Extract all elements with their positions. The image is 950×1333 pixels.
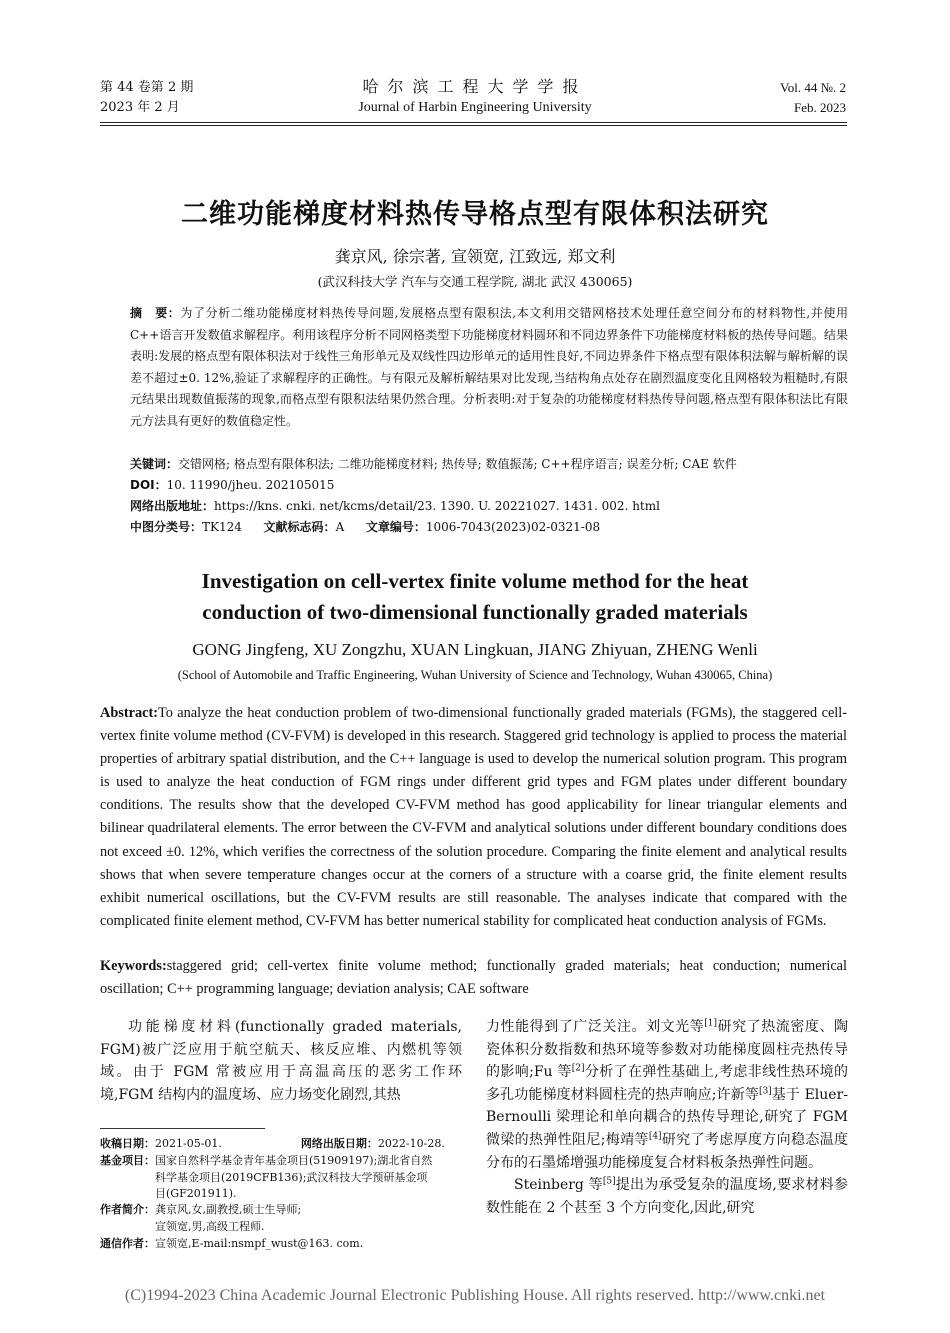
received-date: 2021-05-01.: [155, 1137, 222, 1150]
title-zh: 二维功能梯度材料热传导格点型有限体积法研究: [181, 199, 769, 230]
title-en-line2: conduction of two-dimensional functionally graded materials: [202, 600, 748, 624]
doi-value: 10. 11990/jheu. 202105015: [166, 478, 335, 492]
abstract-zh-text: 为了分析二维功能梯度材料热传导问题,发展格点型有限积法,本文利用交错网格技术处理任意空间分布的材料物性,并使用 C++语言开发数值求解程序。利用该程序分析不同网格类型下功能梯度材料圆环和不同边界条件下功能梯度材料板的热传导问题。结果表明:发展的格点型有限体积法对于线性三角形单元及双线性四边形单元的适用性良好,不同边界条件下格点型有限体积法解与解析解的误差不超过±0. 12%,验证了求解程序的正确性。与有限元及解析解结果对比发现,当结构角点处存在剧烈温度变化且网格较为粗糙时,有限元结果出现数值振荡的现象,而格点型有限积法结果仍然合理。分析表明:对于复杂的功能梯度材料热传导问题,格点型有限体积法比有限元方法具有更好的数值稳定性。: [130, 306, 848, 428]
journal-name-zh: 哈尔滨工程大学学报: [362, 77, 588, 96]
body-paragraph-1-continued: 力性能得到了广泛关注。刘文光等[1]研究了热流密度、陶瓷体积分数指数和热环境等参数对功能梯度圆柱壳热传导的影响;Fu 等[2]分析了在弹性基础上,考虑非线性热环境的多孔功能梯度材料圆柱壳的热声响应;许新等[3]基于 Eluer-Bernoulli 梁理论和单向耦合的热传导理论,研究了 FGM 微梁的热弹性阻尼;梅靖等[4]研究了考虑厚度方向稳态温度分布的石墨烯增强功能梯度复合材料板条热弹性问题。: [486, 1018, 849, 1171]
citation-4[interactable]: [4]: [648, 1131, 662, 1142]
header-rule-secondary: [100, 125, 847, 126]
journal-name-en: Journal of Harbin Engineering University: [358, 100, 592, 115]
header-right: [780, 78, 846, 118]
body-right-column: [486, 1016, 848, 1219]
copyright-footer: (C)1994-2023 China Academic Journal Electronic Publishing House. All rights reserved. http://www.cnki.net: [124, 1287, 826, 1304]
doi: [130, 474, 850, 496]
keywords-en-text: staggered grid; cell-vertex finite volume method; functionally graded materials; heat conduction; numerical oscillation; C++ programming language; deviation analysis; CAE software: [100, 958, 847, 998]
citation-5[interactable]: [5]: [602, 1176, 616, 1187]
clc-value: TK124: [202, 520, 242, 534]
date-zh: 2023 年 2 月: [100, 100, 180, 115]
abstract-en-text: To analyze the heat conduction problem of two-dimensional functionally graded materials (FGMs), the staggered cell-vertex finite volume method (CV-FVM) is developed in this research. Staggered grid technology is applied to process the material properties of arbitrary spatial distribution, and the C++ language is used to develop the numerical solution program. This program is used to analyze the heat conduction of FGM rings under different grid types and FGM plates under different boundary conditions. The results show that the developed CV-FVM method has good applicability for linear triangular elements and bilinear quadrilateral elements. The error between the CV-FVM and analytical solutions under different boundary conditions does not exceed ±0. 12%, which verifies the correctness of the solution procedure. Comparing the finite element and analytical results shows that when severe temperature changes occur at the corners of a structure with a coarse grid, the finite element results exhibit numerical oscillations, but the CV-FVM results are still reasonable. The analyses indicate that compared with the complicated finite element method, CV-FVM has better numerical stability for complicated heat conduction analysis of FGMs.: [100, 705, 847, 929]
citation-3[interactable]: [3]: [758, 1086, 772, 1097]
abstract-zh-label: 摘 要：: [130, 306, 181, 320]
keywords-en: [100, 955, 847, 1001]
footnote-author-bio: 作者简介：龚京风,女,副教授,硕士生导师; 宣领宽,男,高级工程师.: [100, 1203, 302, 1233]
authors-en: GONG Jingfeng, XU Zongzhu, XUAN Lingkuan, JIANG Zhiyuan, ZHENG Wenli: [192, 640, 758, 659]
doc-code-value: A: [335, 520, 345, 534]
footnote-corresponding: 通信作者：宣领宽,E-mail:nsmpf_wust@163. com.: [100, 1237, 364, 1250]
citation-2[interactable]: [2]: [571, 1063, 585, 1074]
abstract-en-label: Abstract:: [100, 705, 158, 721]
keywords-zh-label: 关键词：: [130, 457, 179, 471]
online-url: [130, 495, 850, 517]
keywords-en-label: Keywords:: [100, 958, 167, 974]
body-paragraph-2: Steinberg 等[5]提出为承受复杂的温度场,要求材料参数性能在 2 个甚至 3 个方向变化,因此,研究: [486, 1176, 848, 1216]
article-number-label: 文章编号：: [365, 520, 426, 534]
title-en-line1: Investigation on cell-vertex finite volume method for the heat: [201, 569, 749, 593]
doi-label: DOI：: [130, 478, 167, 492]
volume-issue-zh: 第 44 卷第 2 期: [100, 80, 194, 95]
online-url-label: 网络出版地址：: [130, 499, 215, 513]
affiliation-en: (School of Automobile and Traffic Engineering, Wuhan University of Science and Technology, Wuhan 430065, China): [177, 668, 773, 682]
abstract-zh: [130, 303, 848, 432]
footnote-rule: [100, 1128, 265, 1129]
date-en: Feb. 2023: [794, 100, 846, 115]
footnote-funding: 基金项目：国家自然科学基金青年基金项目(51909197);湖北省自然 科学基金项目(2019CFB136);武汉科技大学预研基金项 目(GF201911).: [100, 1154, 433, 1200]
article-number-value: 1006-7043(2023)02-0321-08: [425, 520, 601, 534]
clc-label: 中图分类号：: [130, 520, 203, 534]
body-paragraph-1: 功能梯度材料(functionally graded materials, FGM)被广泛应用于航空航天、核反应堆、内燃机等领域。由于 FGM 常被应用于高温高压的恶劣工作环境,FGM 结构内的温度场、应力场变化剧烈,其热: [100, 1019, 462, 1103]
citation-1[interactable]: [1]: [704, 1018, 718, 1029]
corresponding-email[interactable]: 宣领宽,E-mail:nsmpf_wust@163. com.: [155, 1237, 364, 1250]
title-en: [0, 566, 950, 628]
keywords-zh-text: 交错网格; 格点型有限体积法; 二维功能梯度材料; 热传导; 数值振荡; C++程序语言; 误差分析; CAE 软件: [178, 457, 737, 471]
authors-zh: 龚京风, 徐宗著, 宣领宽, 江致远, 郑文利: [334, 247, 616, 266]
doc-code-label: 文献标志码：: [263, 520, 336, 534]
footnote-received: 收稿日期：2021-05-01. 网络出版日期：2022-10-28.: [100, 1137, 445, 1150]
volume-issue-en: Vol. 44 №. 2: [780, 80, 846, 95]
affiliation-zh: (武汉科技大学 汽车与交通工程学院, 湖北 武汉 430065): [317, 274, 633, 289]
classification: [130, 516, 850, 538]
body-left-column: [100, 1016, 462, 1106]
header-rule: [100, 122, 847, 123]
abstract-en: [100, 702, 847, 933]
online-date: 2022-10-28.: [377, 1137, 445, 1150]
online-url-link[interactable]: https://kns. cnki. net/kcms/detail/23. 1390. U. 20221027. 1431. 002. html: [214, 499, 660, 513]
keywords-zh: [130, 453, 850, 475]
